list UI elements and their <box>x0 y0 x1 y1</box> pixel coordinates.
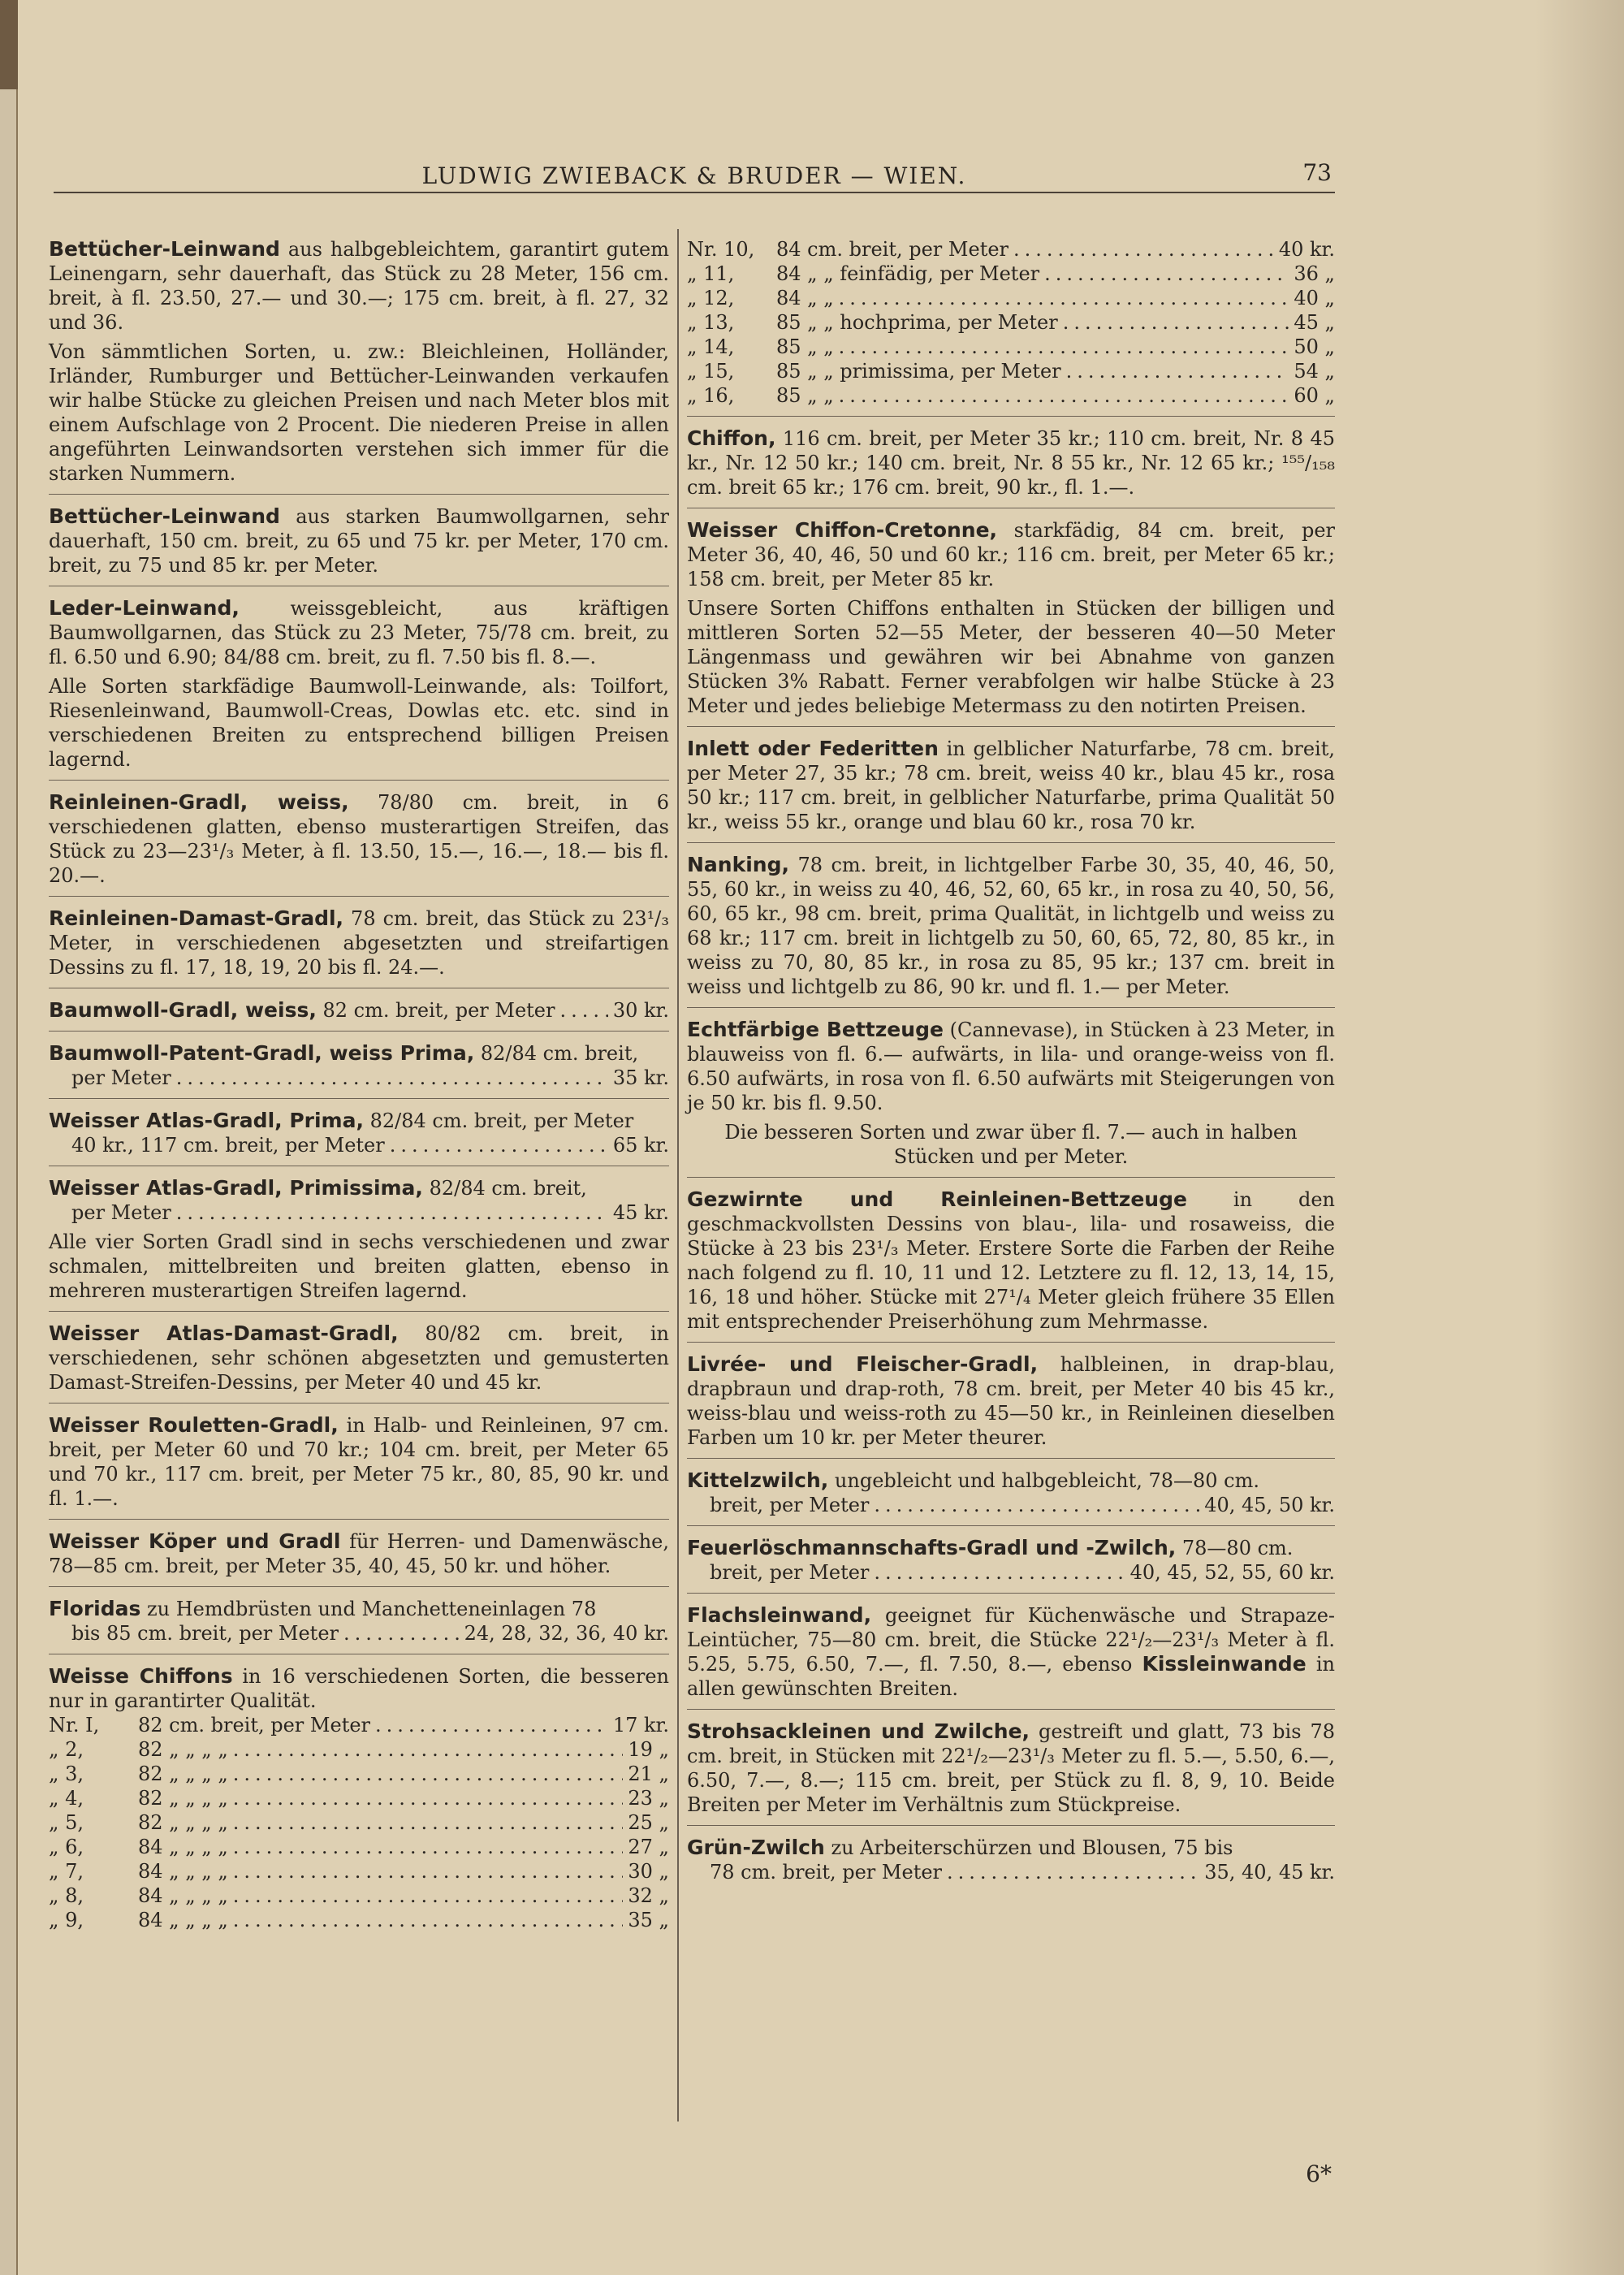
entry-text: per Meter <box>71 1066 171 1089</box>
row-text: 82 „ „ „ „ <box>138 1811 228 1834</box>
row-number: „ 12, <box>687 287 735 309</box>
entry-text: ungebleicht und halbgebleicht, 78—80 cm. <box>828 1469 1260 1492</box>
row-number: „ 2, <box>49 1738 84 1761</box>
entry-reinleinen-damast-gradl <box>49 902 669 988</box>
entry-text: zu Arbeiterschürzen und Blousen, 75 bis <box>824 1836 1233 1859</box>
row-number: „ 4, <box>49 1787 84 1810</box>
entry-note: Alle vier Sorten Gradl sind in sechs verschiedenen und zwar schmalen, mittelbreiten und breiten glatten, ebenso in mehreren musterartigen Streifen lagernd. <box>49 1230 669 1302</box>
row-text: 84 „ „ feinfädig, per Meter <box>776 262 1040 285</box>
leader-dots <box>559 998 607 1023</box>
table-row <box>49 1884 669 1908</box>
entry-heading: Kittelzwilch, <box>687 1468 829 1492</box>
row-text: 84 „ „ „ „ <box>138 1909 228 1931</box>
table-row <box>687 286 1335 310</box>
entry-price: 40, 45, 50 kr. <box>1204 1494 1335 1516</box>
row-text: 82 „ „ „ „ <box>138 1787 228 1810</box>
entry-chiffons-continued <box>687 232 1335 417</box>
entry-note: Alle Sorten starkfädige Baumwoll-Leinwande, als: Toilfort, Riesenleinwand, Baumwoll-Creas, Dowlas etc. etc. sind in verschiedenen Breiten zu entsprechend billigen Preisen lagernd. <box>49 675 669 771</box>
entry-text: 40 kr., 117 cm. breit, per Meter <box>71 1134 385 1157</box>
entry-price: 30 kr. <box>612 999 669 1022</box>
row-text: 85 „ „ hochprima, per Meter <box>776 311 1058 334</box>
table-row <box>49 1810 669 1835</box>
entry-text: breit, per Meter <box>710 1494 870 1516</box>
entry-text: 78—80 cm. <box>1176 1537 1294 1559</box>
entry-note: Unsere Sorten Chiffons enthalten in Stücken der billigen und mittleren Sorten 52—55 Meter, der besseren 40—50 Meter Längenmass und gewähren wir bei Abnahme von ganzen Stücken 3% Rabatt. Ferner verabfolgen wir halbe Stücke à 23 Meter und jedes beliebige Metermass zu den notirten Preisen. <box>687 597 1335 717</box>
entry-heading: Flachsleinwand, <box>687 1603 872 1627</box>
page-number: 73 <box>1302 159 1332 186</box>
entry-gezwirnte-bettzeuge <box>687 1183 1335 1343</box>
leader-dots <box>343 1621 460 1646</box>
entry-heading: Bettücher-Leinwand <box>49 237 280 261</box>
table-row <box>49 1859 669 1884</box>
entry-kittelzwilch <box>687 1464 1335 1526</box>
row-number: „ 3, <box>49 1762 84 1785</box>
entry-inlett <box>687 732 1335 843</box>
entry-baumwoll-patent-gradl <box>49 1036 669 1099</box>
entry-flachsleinwand <box>687 1598 1335 1710</box>
leader-dots <box>1013 237 1274 262</box>
entry-heading: Weisser Chiffon-Cretonne, <box>687 518 998 542</box>
entry-price: 35 kr. <box>612 1066 669 1089</box>
entry-text: bis 85 cm. breit, per Meter <box>71 1622 339 1645</box>
entry-price: 65 kr. <box>612 1134 669 1157</box>
entry-chiffon <box>687 422 1335 508</box>
row-number: „ 6, <box>49 1836 84 1858</box>
entry-text: 78 cm. breit, das Stück zu 23¹/₃ Meter, in verschiedenen abgesetzten und streifartigen Dessins zu fl. 17, 18, 19, 20 bis fl. 24.—. <box>49 907 669 979</box>
entry-floridas <box>49 1592 669 1654</box>
header-rule <box>54 192 1335 193</box>
entry-text: in den geschmackvollsten Dessins von blau-, lila- und rosaweiss, die Stücke à 23 bis 23¹/₃ Meter. Erstere Sorte die Farben der Reihe nach folgend zu fl. 10, 11 und 12. Letztere zu fl. 12, 13, 14, 15, 16, 18 und höher. Stücke mit 27¹/₄ Meter gleich frühere 35 Ellen mit entsprechender Preiserhöhung zum Mehrmasse. <box>687 1188 1335 1333</box>
table-row <box>687 383 1335 408</box>
row-text: 84 cm. breit, per Meter <box>776 238 1009 261</box>
entry-heading: Bettücher-Leinwand <box>49 504 280 528</box>
leader-dots <box>233 1762 624 1786</box>
entry-chiffon-cretonne <box>687 513 1335 727</box>
entry-heading: Weisse Chiffons <box>49 1664 233 1688</box>
row-number: „ 11, <box>687 262 735 285</box>
entry-atlas-gradl-primissima <box>49 1171 669 1312</box>
entry-heading-inline: Kissleinwande <box>1142 1652 1307 1676</box>
entry-text: zu Hemdbrüsten und Manchetteneinlagen 78 <box>140 1598 597 1620</box>
entry-heading: Chiffon, <box>687 426 776 450</box>
entry-heading: Weisser Köper und Gradl <box>49 1529 341 1553</box>
entry-reinleinen-gradl <box>49 785 669 897</box>
row-number: „ 16, <box>687 384 735 407</box>
previous-page-edge <box>0 89 18 2275</box>
row-text: 85 „ „ <box>776 335 834 358</box>
table-row <box>49 1786 669 1810</box>
row-price: 40 kr. <box>1278 238 1335 261</box>
leader-dots <box>233 1835 624 1859</box>
entry-heading: Baumwoll-Gradl, weiss, <box>49 998 317 1022</box>
entry-heading: Feuerlöschmannschafts-Gradl und -Zwilch, <box>687 1536 1177 1559</box>
page-gutter-shade <box>1535 0 1624 2275</box>
entry-text: weissgebleicht, aus kräftigen Baumwollgarnen, das Stück zu 23 Meter, 75/78 cm. breit, zu fl. 6.50 und 6.90; 84/88 cm. breit, zu fl. 7.50 bis fl. 8.—. <box>49 597 669 668</box>
entry-heading: Nanking, <box>687 853 789 876</box>
leader-dots <box>1044 262 1289 286</box>
entry-heading: Leder-Leinwand, <box>49 596 240 620</box>
leader-dots <box>874 1493 1199 1517</box>
entry-note: Von sämmtlichen Sorten, u. zw.: Bleichleinen, Holländer, Irländer, Rumburger und Bettücher-Leinwanden verkaufen wir halbe Stücke zu gleichen Preisen und nach Meter blos mit einem Aufschlage von 2 Procent. Die niederen Preise in allen angeführten Leinwandsorten verstehen sich immer für die starken Nummern. <box>49 340 669 485</box>
entry-leder-leinwand <box>49 591 669 781</box>
leader-dots <box>233 1859 624 1884</box>
entry-nanking <box>687 848 1335 1008</box>
entry-text: 82/84 cm. breit, per Meter <box>363 1109 634 1132</box>
leader-dots <box>233 1908 624 1932</box>
entry-text: (Cannevase), in Stücken à 23 Meter, in blauweiss von fl. 6.— aufwärts, in lila- und orange-weiss von fl. 6.50 aufwärts, in rosa von fl. 6.50 aufwärts mit Steigerungen von je 50 kr. bis fl. 9.50. <box>687 1019 1335 1114</box>
row-price: 19 „ <box>628 1738 669 1761</box>
leader-dots <box>390 1133 608 1157</box>
entry-weisse-chiffons <box>49 1659 669 1940</box>
row-price: 40 „ <box>1294 287 1335 309</box>
entry-heading: Strohsackleinen und Zwilche, <box>687 1719 1030 1743</box>
entry-text: 116 cm. breit, per Meter 35 kr.; 110 cm. breit, Nr. 8 45 kr., Nr. 12 50 kr.; 140 cm. breit, Nr. 8 55 kr., Nr. 12 65 kr.; ¹⁵⁵/₁₅₈ cm. breit 65 kr.; 176 cm. breit, 90 kr., fl. 1.—. <box>687 427 1335 499</box>
entry-strohsackleinen <box>687 1715 1335 1826</box>
leader-dots <box>233 1884 624 1908</box>
row-price: 36 „ <box>1294 262 1335 285</box>
entry-text: 80/82 cm. breit, in verschiedenen, sehr schönen abgesetzten und gemusterten Damast-Streifen-Dessins, per Meter 40 und 45 kr. <box>49 1322 669 1394</box>
entry-text: in gelblicher Naturfarbe, 78 cm. breit, per Meter 27, 35 kr.; 78 cm. breit, weiss 40 kr., blau 45 kr., rosa 50 kr.; 117 cm. breit, in gelblicher Naturfarbe, prima Qualität 50 kr., weiss 55 kr., orange und blau 60 kr., rosa 70 kr. <box>687 737 1335 833</box>
table-row <box>687 262 1335 286</box>
entry-note: Die besseren Sorten und zwar über fl. 7.— auch in halben Stücken und per Meter. <box>724 1121 1298 1168</box>
entry-atlas-gradl-prima <box>49 1104 669 1166</box>
leader-dots <box>233 1810 624 1835</box>
row-text: 84 „ „ „ „ <box>138 1860 228 1883</box>
entry-baumwoll-gradl <box>49 993 669 1032</box>
leader-dots <box>1063 310 1289 335</box>
entry-text: aus halbgebleichtem, garantirt gutem Leinengarn, sehr dauerhaft, das Stück zu 28 Meter, 156 cm. breit, à fl. 23.50, 27.— und 30.—; 175 cm. breit, à fl. 27, 32 und 36. <box>49 238 669 334</box>
table-row <box>687 310 1335 335</box>
row-price: 25 „ <box>628 1811 669 1834</box>
row-number: „ 13, <box>687 311 735 334</box>
leader-dots <box>1066 359 1289 383</box>
entry-heading: Reinleinen-Damast-Gradl, <box>49 906 344 930</box>
table-row <box>49 1908 669 1932</box>
row-text: 84 „ „ „ „ <box>138 1836 228 1858</box>
entry-text: in 16 verschiedenen Sorten, die besseren nur in garantirter Qualität. <box>49 1665 670 1712</box>
row-number: „ 8, <box>49 1884 84 1907</box>
row-price: 45 „ <box>1294 311 1335 334</box>
row-price: 32 „ <box>628 1884 669 1907</box>
entry-heading: Floridas <box>49 1597 141 1620</box>
row-price: 60 „ <box>1294 384 1335 407</box>
entry-heading: Livrée- und Fleischer-Gradl, <box>687 1352 1039 1376</box>
entry-price: 45 kr. <box>612 1201 669 1224</box>
entry-heading: Weisser Atlas-Gradl, Primissima, <box>49 1176 423 1200</box>
row-number: „ 7, <box>49 1860 84 1883</box>
row-text: 85 „ „ primissima, per Meter <box>776 360 1061 383</box>
left-column <box>49 232 669 1945</box>
row-text: 82 „ „ „ „ <box>138 1738 228 1761</box>
entry-price: 24, 28, 32, 36, 40 kr. <box>464 1622 669 1645</box>
right-column <box>687 232 1335 1897</box>
row-number: Nr. I, <box>49 1714 100 1737</box>
row-text: 84 „ „ „ „ <box>138 1884 228 1907</box>
row-number: „ 15, <box>687 360 735 383</box>
row-text: 85 „ „ <box>776 384 834 407</box>
price-table <box>687 237 1335 408</box>
row-price: 50 „ <box>1294 335 1335 358</box>
row-text: 82 cm. breit, per Meter <box>138 1714 371 1737</box>
row-price: 23 „ <box>628 1787 669 1810</box>
row-price: 54 „ <box>1294 360 1335 383</box>
row-number: Nr. 10, <box>687 238 755 261</box>
table-row <box>687 359 1335 383</box>
column-divider <box>677 229 679 2121</box>
entry-text: 78 cm. breit, per Meter <box>710 1861 943 1884</box>
entry-text: 82/84 cm. breit, <box>474 1042 639 1065</box>
row-price: 30 „ <box>628 1860 669 1883</box>
entry-heading: Weisser Rouletten-Gradl, <box>49 1413 339 1437</box>
leader-dots <box>176 1066 608 1090</box>
table-row <box>49 1737 669 1762</box>
entry-heading: Reinleinen-Gradl, weiss, <box>49 790 349 814</box>
entry-heading: Echtfärbige Bettzeuge <box>687 1018 944 1041</box>
entry-text: starkfädig, 84 cm. breit, per Meter 36, 40, 46, 50 und 60 kr.; 116 cm. breit, per Meter 65 kr.; 158 cm. breit, per Meter 85 kr. <box>687 519 1335 590</box>
signature-mark: 6* <box>1306 2160 1332 2187</box>
table-row <box>49 1762 669 1786</box>
leader-dots <box>839 286 1289 310</box>
leader-dots <box>947 1860 1199 1884</box>
entry-gruen-zwilch <box>687 1831 1335 1892</box>
entry-price: 40, 45, 52, 55, 60 kr. <box>1129 1561 1335 1584</box>
entry-text: 78/80 cm. breit, in 6 verschiedenen glatten, ebenso musterartigen Streifen, das Stück zu 23—23¹/₃ Meter, à fl. 13.50, 15.—, 16.—, 18.— bis fl. 20.—. <box>49 791 670 887</box>
entry-text: in Halb- und Reinleinen, 97 cm. breit, per Meter 60 und 70 kr.; 104 cm. breit, per Meter 65 und 70 kr., 117 cm. breit, per Meter 75 kr., 80, 85, 90 kr. und fl. 1.—. <box>49 1414 669 1510</box>
row-text: 84 „ „ <box>776 287 834 309</box>
entry-echtfaerbige-bettzeuge <box>687 1013 1335 1178</box>
entry-bettuecher-leinwand-1 <box>49 232 669 495</box>
entry-text: aus starken Baumwollgarnen, sehr dauerhaft, 150 cm. breit, zu 65 und 75 kr. per Meter, 170 cm. breit, zu 75 und 85 kr. per Meter. <box>49 505 669 577</box>
row-number: „ 9, <box>49 1909 84 1931</box>
entry-atlas-damast-gradl <box>49 1317 669 1403</box>
row-number: „ 5, <box>49 1811 84 1834</box>
entry-text: halbleinen, in drap-blau, drapbraun und drap-roth, 78 cm. breit, per Meter 40 bis 45 kr., weiss-blau und weiss-roth zu 45—50 kr., in Reinleinen dieselben Farben um 10 kr. per Meter theurer. <box>687 1353 1335 1449</box>
leader-dots <box>233 1737 624 1762</box>
entry-koeper-gradl <box>49 1525 669 1587</box>
entry-text: per Meter <box>71 1201 171 1224</box>
entry-rouletten-gradl <box>49 1408 669 1520</box>
entry-text: 78 cm. breit, in lichtgelber Farbe 30, 35, 40, 46, 50, 55, 60 kr., in weiss zu 40, 46, 52, 60, 65 kr., in rosa zu 40, 50, 56, 60, 65 kr., 98 cm. breit, prima Qualität, in lichtgelb und weiss zu 68 kr.; 117 cm. breit in lichtgelb zu 50, 60, 65, 72, 80, 85 kr., in weiss zu 70, 80, 85 kr., in rosa zu 85, 95 kr.; 137 cm. breit in weiss und lichtgelb zu 86, 90 kr. und fl. 1.— per Meter. <box>687 854 1335 998</box>
entry-heading: Grün-Zwilch <box>687 1836 825 1859</box>
leader-dots <box>233 1786 624 1810</box>
entry-text: für Herren- und Damenwäsche, 78—85 cm. breit, per Meter 35, 40, 45, 50 kr. und höher. <box>49 1530 669 1577</box>
entry-text: 82 cm. breit, per Meter <box>316 999 555 1022</box>
entry-text: breit, per Meter <box>710 1561 870 1584</box>
leader-dots <box>839 383 1289 408</box>
table-row <box>687 335 1335 359</box>
table-row <box>49 1713 669 1737</box>
table-row <box>49 1835 669 1859</box>
leader-dots <box>375 1713 608 1737</box>
entry-feuerloesch-gradl <box>687 1531 1335 1594</box>
entry-heading: Gezwirnte und Reinleinen-Bettzeuge <box>687 1187 1187 1211</box>
entry-livree-gradl <box>687 1347 1335 1459</box>
entry-text: in allen gewünschten Breiten. <box>687 1653 1335 1700</box>
entry-heading: Inlett oder Federitten <box>687 737 939 760</box>
leader-dots <box>839 335 1289 359</box>
price-table <box>49 1713 669 1932</box>
row-price: 27 „ <box>628 1836 669 1858</box>
row-price: 35 „ <box>628 1909 669 1931</box>
entry-text: geeignet für Küchenwäsche und Strapaze-Leintücher, 75—80 cm. breit, die Stücke 22¹/₂—23¹/₃ Meter à fl. 5.25, 5.75, 6.50, 7.—, fl. 7.50, 8.—, ebenso <box>687 1604 1335 1676</box>
entry-text: gestreift und glatt, 73 bis 78 cm. breit, in Stücken mit 22¹/₂—23¹/₃ Meter zu fl. 5.—, 5.50, 6.—, 6.50, 7.—, 8.—; 115 cm. breit, per Stück zu fl. 8, 9, 10. Beide Breiten per Meter im Verhältnis zum Stückpreise. <box>687 1720 1335 1816</box>
row-price: 17 kr. <box>612 1714 669 1737</box>
row-price: 21 „ <box>628 1762 669 1785</box>
row-text: 82 „ „ „ „ <box>138 1762 228 1785</box>
entry-bettuecher-leinwand-2 <box>49 500 669 586</box>
entry-heading: Weisser Atlas-Damast-Gradl, <box>49 1321 399 1345</box>
entry-heading: Weisser Atlas-Gradl, Prima, <box>49 1109 364 1132</box>
entry-price: 35, 40, 45 kr. <box>1204 1861 1335 1884</box>
leader-dots <box>874 1560 1125 1585</box>
entry-text: 82/84 cm. breit, <box>422 1177 587 1200</box>
entry-heading: Baumwoll-Patent-Gradl, weiss Prima, <box>49 1041 475 1065</box>
row-number: „ 14, <box>687 335 735 358</box>
running-head: LUDWIG ZWIEBACK & BRUDER — WIEN. <box>421 162 967 189</box>
table-row <box>687 237 1335 262</box>
leader-dots <box>176 1200 608 1225</box>
